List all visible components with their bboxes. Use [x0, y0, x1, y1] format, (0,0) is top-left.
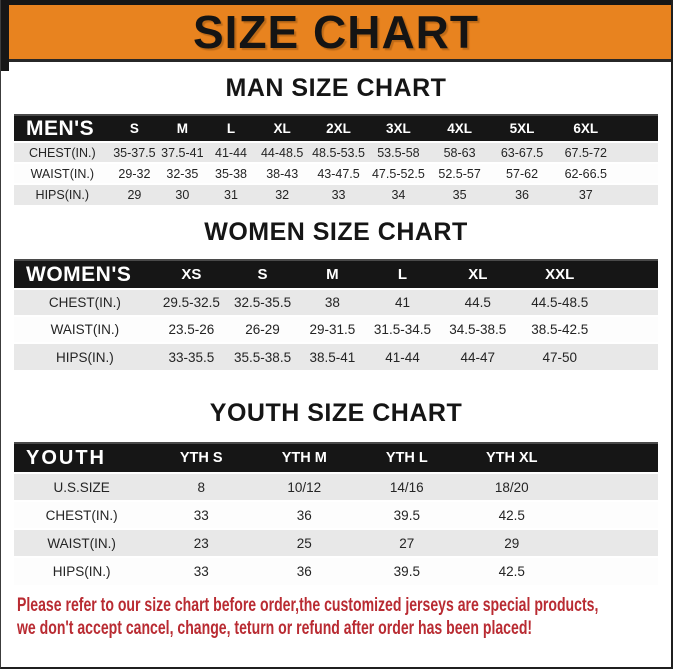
size-value-cell: 35 — [452, 188, 467, 202]
size-value-cell: 67.5-72 — [564, 145, 607, 160]
youth-chest-in-row — [14, 501, 658, 529]
size-value-cell: 44-47 — [460, 349, 496, 365]
size-value-cell: 32.5-35.5 — [234, 295, 292, 310]
size-value-cell: 39.5 — [393, 507, 420, 523]
youth-row-spacer — [565, 501, 658, 529]
size-value-cell: 14/16 — [389, 479, 424, 495]
size-value-cell: 32 — [275, 188, 290, 202]
men-column-header-4xl: 4XL — [447, 121, 472, 136]
size-value-cell: 35.5-38.5 — [234, 349, 292, 365]
size-value-cell: 30 — [175, 188, 190, 202]
women-size-chart-section — [1, 219, 671, 370]
measure-row-label: HIPS(IN.) — [52, 564, 111, 579]
size-value-cell: 38-43 — [266, 166, 299, 181]
men-size-table — [14, 114, 658, 205]
left-black-notch — [1, 0, 9, 71]
size-value-cell: 44.5 — [464, 295, 491, 310]
youth-u-s-size-row — [14, 473, 658, 501]
size-value-cell: 63-67.5 — [500, 145, 544, 160]
size-value-cell: 43-47.5 — [317, 166, 360, 181]
youth-size-chart-section — [1, 400, 671, 585]
size-value-cell: 18/20 — [494, 479, 529, 495]
size-value-cell: 38.5-42.5 — [531, 322, 589, 337]
size-value-cell: 29-31.5 — [309, 322, 356, 337]
men-corner-label: MEN'S — [26, 116, 95, 140]
size-value-cell: 31 — [224, 188, 238, 202]
women-row-spacer — [602, 289, 658, 316]
youth-header-spacer — [565, 443, 658, 473]
size-value-cell: 29.5-32.5 — [162, 295, 220, 310]
women-waist-in-row — [14, 316, 658, 343]
size-value-cell: 47.5-52.5 — [371, 166, 425, 181]
women-column-header-s: S — [257, 266, 268, 283]
size-value-cell: 53.5-58 — [377, 145, 420, 160]
youth-size-table — [14, 442, 658, 585]
women-header-row — [14, 260, 658, 289]
youth-waist-in-row — [14, 529, 658, 557]
measure-row-label: WAIST(IN.) — [47, 535, 116, 551]
size-value-cell: 27 — [399, 535, 415, 551]
measure-row-label: WAIST(IN.) — [30, 166, 94, 181]
size-value-cell: 47-50 — [542, 349, 577, 365]
youth-hips-in-row — [14, 557, 658, 585]
women-chart-heading: WOMEN SIZE CHART — [204, 218, 468, 246]
size-value-cell: 52.5-57 — [438, 166, 481, 181]
size-value-cell: 34.5-38.5 — [449, 322, 507, 337]
women-hips-in-row — [14, 343, 658, 370]
measure-row-label: U.S.SIZE — [53, 479, 110, 495]
youth-header-row — [14, 443, 658, 473]
notice-line-1: Please refer to our size chart before order,the customized jerseys are special products, — [17, 595, 599, 616]
men-header-spacer — [618, 115, 658, 142]
youth-column-header-yth-xl: YTH XL — [485, 450, 538, 466]
size-value-cell: 41-44 — [215, 145, 247, 160]
men-chart-heading: MAN SIZE CHART — [225, 74, 447, 102]
size-value-cell: 57-62 — [506, 166, 539, 181]
measure-row-label: CHEST(IN.) — [28, 145, 96, 160]
men-size-chart-section — [1, 75, 671, 205]
men-column-header-s: S — [129, 121, 139, 136]
women-column-header-xxl: XXL — [545, 266, 575, 283]
men-column-header-l: L — [226, 121, 236, 136]
women-column-header-l: L — [397, 266, 408, 283]
size-value-cell: 48.5-53.5 — [312, 145, 365, 160]
men-column-header-3xl: 3XL — [386, 121, 411, 136]
size-value-cell: 39.5 — [393, 564, 420, 579]
size-value-cell: 36 — [296, 564, 312, 579]
size-value-cell: 29 — [127, 188, 142, 202]
women-column-header-xl: XL — [468, 266, 488, 283]
youth-column-header-yth-l: YTH L — [385, 450, 428, 466]
size-value-cell: 33 — [193, 507, 209, 523]
size-value-cell: 29-32 — [118, 166, 151, 181]
men-row-spacer — [618, 184, 658, 205]
size-value-cell: 29 — [504, 535, 520, 551]
size-value-cell: 10/12 — [287, 479, 322, 495]
order-notice — [1, 585, 671, 640]
men-column-header-5xl: 5XL — [509, 121, 535, 136]
size-value-cell: 33 — [331, 188, 346, 202]
notice-line-2: we don't accept cancel, change, teturn or refund after order has been placed! — [17, 618, 533, 639]
size-value-cell: 23 — [193, 535, 209, 551]
size-value-cell: 8 — [197, 479, 205, 495]
size-value-cell: 37.5-41 — [161, 145, 204, 160]
size-value-cell: 25 — [296, 535, 312, 551]
men-waist-in-row — [14, 163, 658, 184]
youth-row-spacer — [565, 557, 658, 585]
men-chest-in-row — [14, 142, 658, 163]
size-value-cell: 31.5-34.5 — [373, 322, 431, 337]
size-value-cell: 36 — [296, 507, 312, 523]
men-column-header-2xl: 2XL — [326, 121, 351, 136]
women-size-table — [14, 259, 658, 370]
size-value-cell: 36 — [515, 188, 529, 202]
women-column-header-xs: XS — [181, 266, 202, 283]
men-row-spacer — [618, 142, 658, 163]
youth-row-spacer — [565, 529, 658, 557]
size-value-cell: 33-35.5 — [168, 349, 215, 365]
size-value-cell: 58-63 — [443, 145, 476, 160]
title-banner — [1, 5, 671, 62]
youth-corner-label: YOUTH — [26, 446, 106, 469]
women-chest-in-row — [14, 289, 658, 316]
size-value-cell: 41 — [394, 295, 410, 310]
men-column-header-6xl: 6XL — [573, 121, 599, 136]
men-column-header-m: M — [176, 121, 188, 136]
size-value-cell: 35-38 — [215, 166, 247, 181]
size-value-cell: 38.5-41 — [309, 349, 356, 365]
size-value-cell: 26-29 — [245, 322, 280, 337]
size-value-cell: 35-37.5 — [113, 145, 156, 160]
size-value-cell: 44.5-48.5 — [531, 295, 589, 310]
men-header-row — [14, 115, 658, 142]
youth-row-spacer — [565, 473, 658, 501]
youth-column-header-yth-m: YTH M — [281, 450, 327, 466]
men-hips-in-row — [14, 184, 658, 205]
men-column-header-xl: XL — [273, 121, 291, 136]
size-value-cell: 32-35 — [166, 166, 199, 181]
women-column-header-m: M — [326, 266, 339, 283]
size-value-cell: 23.5-26 — [168, 322, 215, 337]
size-value-cell: 38 — [324, 295, 340, 310]
women-row-spacer — [602, 343, 658, 370]
measure-row-label: CHEST(IN.) — [45, 507, 118, 523]
size-value-cell: 42.5 — [498, 564, 525, 579]
size-value-cell: 33 — [193, 564, 209, 579]
measure-row-label: CHEST(IN.) — [48, 295, 121, 310]
measure-row-label: WAIST(IN.) — [50, 322, 120, 337]
women-corner-label: WOMEN'S — [26, 262, 132, 286]
measure-row-label: HIPS(IN.) — [35, 188, 90, 202]
men-row-spacer — [618, 163, 658, 184]
size-value-cell: 34 — [391, 188, 406, 202]
women-row-spacer — [602, 316, 658, 343]
size-value-cell: 44-48.5 — [260, 145, 304, 160]
size-value-cell: 62-66.5 — [564, 166, 607, 181]
youth-column-header-yth-s: YTH S — [179, 450, 223, 466]
measure-row-label: HIPS(IN.) — [55, 349, 114, 365]
page-title: SIZE CHART — [193, 6, 479, 58]
size-value-cell: 42.5 — [498, 507, 525, 523]
women-header-spacer — [602, 260, 658, 289]
youth-chart-heading: YOUTH SIZE CHART — [209, 399, 463, 427]
size-value-cell: 41-44 — [385, 349, 420, 365]
size-value-cell: 37 — [578, 188, 593, 202]
